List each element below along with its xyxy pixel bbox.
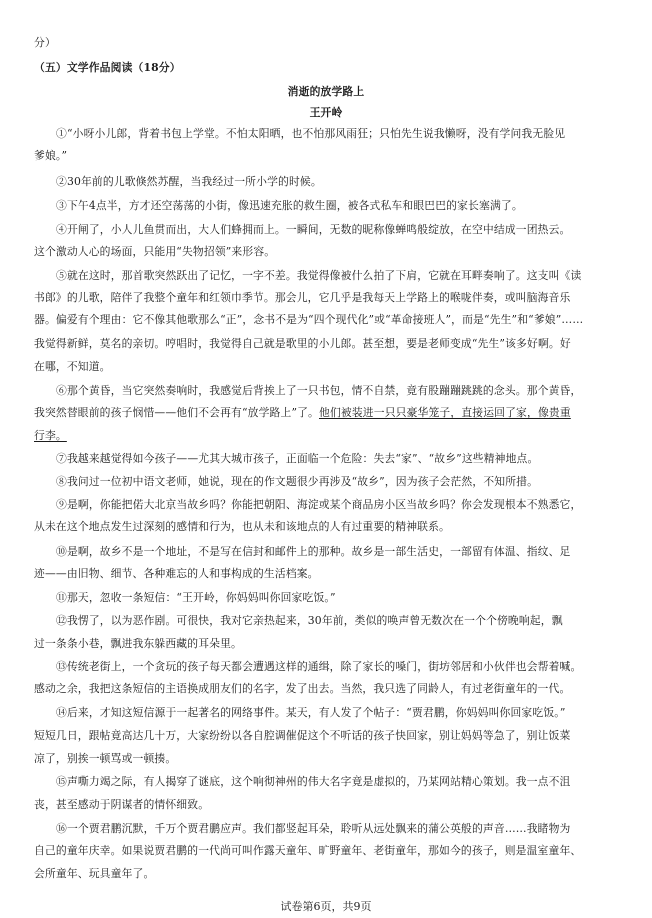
paragraph-line: ③下午4点半，方才还空荡荡的小街，像迅速充胀的救生圈，被各式私车和眼巴巴的家长塞满了。 xyxy=(56,199,523,212)
paragraph-line: 凉了，别挨一顿骂或一顿揍。 xyxy=(34,752,177,765)
paragraph-line: 自己的童年庆幸。如果说贾君鹏的一代尚可叫作露天童年、旷野童年、老街童年，那如今的孩子，则是温室童年、 xyxy=(34,844,582,857)
section-heading: （五）文学作品阅读（18分） xyxy=(34,61,181,74)
paragraph-line: 丧，甚至感动于阴谋者的情怀细致。 xyxy=(34,798,210,811)
paragraph-line: 从未在这个地点发生过深刻的感情和行为，也从未和该地点的人有过重要的精神联系。 xyxy=(34,520,450,533)
underlined-sentence: 他们被装进一只只豪华笼子，直接运回了家，像贵重 xyxy=(319,406,571,419)
paragraph-line: ⑫我愣了，以为恶作剧。可很快，我对它亲热起来，30年前，类似的唤声曾无数次在一个个傍晚响起，飘 xyxy=(56,614,563,627)
paragraph-line: ⑦我越来越觉得如今孩子——尤其大城市孩子，正面临一个危险：失去“家”、“故乡”这些精神地点。 xyxy=(56,452,539,465)
paragraph-line: 会所童年、玩具童年了。 xyxy=(34,867,155,880)
paragraph-line: ⑮声嘶力竭之际，有人揭穿了谜底，这个响彻神州的伟大名字竟是虚拟的，乃某网站精心策划。我一点不沮 xyxy=(56,775,571,788)
paragraph-line: 爹娘。” xyxy=(34,149,68,162)
article-author: 王开岭 xyxy=(309,106,343,119)
underlined-sentence-tail: 行李。 xyxy=(34,429,67,442)
paragraph-line: ①“小呀小儿郎，背着书包上学堂。不怕太阳晒，也不怕那风雨狂；只怕先生说我懒呀，没有学问我无脸见 xyxy=(56,127,566,140)
paragraph-line: 书郎》的儿歌，陪伴了我整个童年和红领巾季节。那会儿，它几乎是我每天上学路上的喉咙伴奏，或叫脑海音乐 xyxy=(34,291,571,304)
page-number-footer: 试卷第6页，共9页 xyxy=(280,900,372,913)
paragraph-text: 我突然替眼前的孩子悯惜——他们不会再有“放学路上”了。 xyxy=(34,406,320,419)
paragraph-line: 过一条条小巷，飘进我东躲西藏的耳朵里。 xyxy=(34,637,242,650)
paragraph-line: ⑩是啊，故乡不是一个地址，不是写在信封和邮件上的那种。故乡是一部生活史，一部留有体温、指纹、足 xyxy=(56,545,571,558)
paragraph-line: 我觉得新鲜，莫名的亲切。哼唱时，我觉得自己就是歌里的小儿郎。甚至想，要是老师变成“先生”该多好啊。好 xyxy=(34,337,571,350)
paragraph-line: ⑪那天，忽收一条短信：“王开岭，你妈妈叫你回家吃饭。” xyxy=(56,591,336,604)
paragraph-line: 器。偏爱有个理由：它不像其他歌那么“正”，念书不是为“四个现代化”或“革命接班人”，而是“先生”和“爹娘”…… xyxy=(34,313,584,326)
paragraph-line-with-underline xyxy=(34,406,618,420)
paragraph-line: ⑯一个贾君鹏沉默，千万个贾君鹏应声。我们都竖起耳朵，聆听从远处飘来的蒲公英般的声音……我睹物为 xyxy=(56,822,571,835)
article-title: 消逝的放学路上 xyxy=(287,85,365,98)
paragraph-line: 在哪，不知道。 xyxy=(34,360,111,373)
paragraph-line: ⑤就在这时，那首歌突然跃出了记忆，一字不差。我觉得像被什么拍了下肩，它就在耳畔奏响了。这支叫《读 xyxy=(56,269,582,282)
previous-section-tail: 分） xyxy=(34,36,56,49)
paragraph-line: ②30年前的儿歌倏然苏醒，当我经过一所小学的时候。 xyxy=(56,175,322,188)
paragraph-line: ⑬传统老街上，一个贪玩的孩子每天都会遭遇这样的通缉，除了家长的嗓门，街坊邻居和小伙伴也会帮着喊。 xyxy=(56,660,582,673)
paragraph-line: 感动之余，我把这条短信的主语换成朋友们的名字，发了出去。当然，我只选了同龄人，有过老街童年的一代。 xyxy=(34,682,571,695)
paragraph-line: 迹——由旧物、细节、各种难忘的人和事构成的生活档案。 xyxy=(34,567,319,580)
paragraph-line: ④开闸了，小人儿鱼贯而出，大人们蜂拥而上。一瞬间，无数的昵称像蝉鸣般绽放，在空中结成一团热云。 xyxy=(56,223,571,236)
paragraph-line: ⑨是啊，你能把偌大北京当故乡吗？你能把朝阳、海淀或某个商品房小区当故乡吗？你会发现根本不熟悉它， xyxy=(56,498,582,511)
paragraph-line: ⑧我问过一位初中语文老师，她说，现在的作文题很少再涉及“故乡”，因为孩子会茫然，不知所措。 xyxy=(56,475,539,488)
paragraph-line: 这个激动人心的场面，只能用“失物招领”来形容。 xyxy=(34,245,276,258)
paragraph-line: ⑥那个黄昏，当它突然奏响时，我感觉后背挨上了一只书包，情不自禁，竟有股蹦蹦跳跳的念头。那个黄昏， xyxy=(56,384,582,397)
paragraph-line: ⑭后来，才知这短信源于一起著名的网络事件。某天，有人发了个帖子：“贾君鹏，你妈妈叫你回家吃饭。” xyxy=(56,706,566,719)
paragraph-line: 短短几日，跟帖竟高达几十万，大家纷纷以各自腔调催促这个不听话的孩子快回家，别让妈妈等急了，别让饭菜 xyxy=(34,729,571,742)
